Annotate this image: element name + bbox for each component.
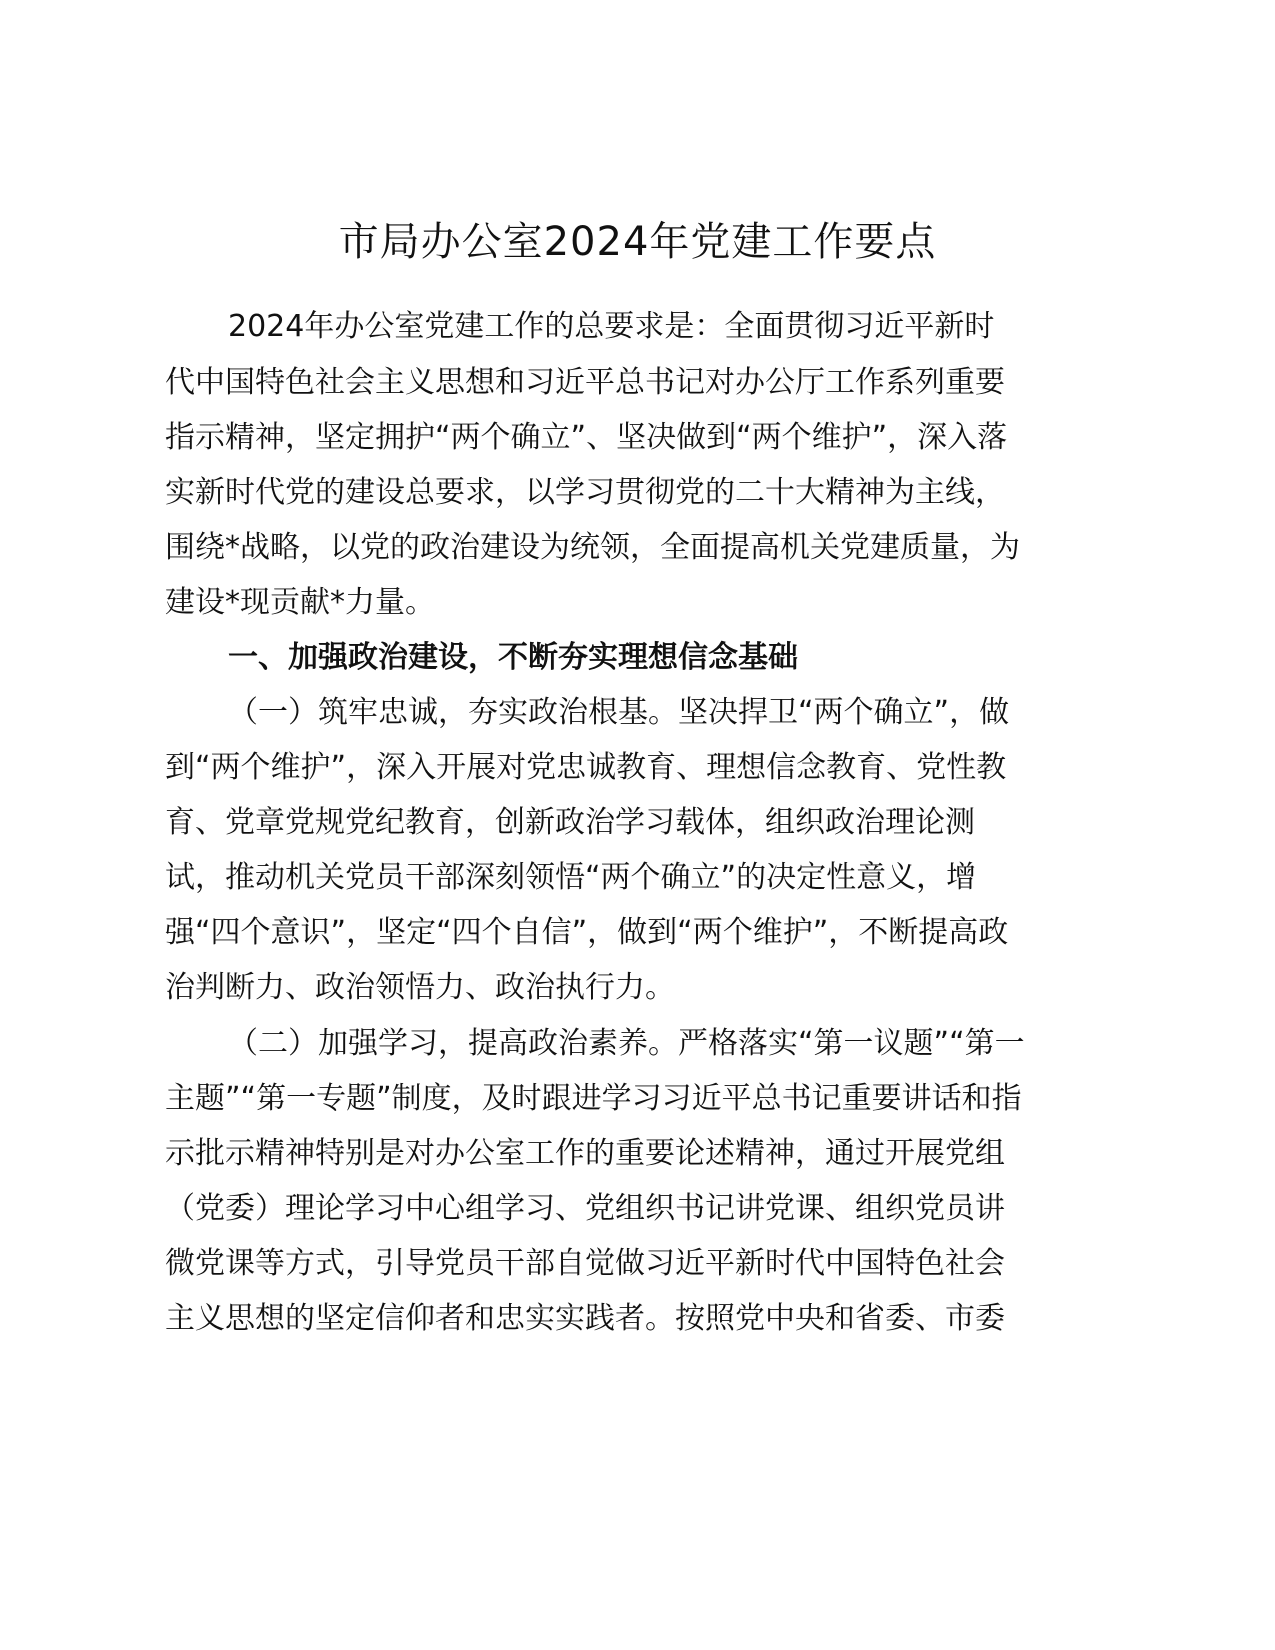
- paragraph-line: 2024年办公室党建工作的总要求是：全面贯彻习近平新时: [228, 309, 995, 344]
- paragraph-line: 实新时代党的建设总要求，以学习贯彻党的二十大精神为主线，: [165, 475, 1005, 510]
- paragraph-line: （党委）理论学习中心组学习、党组织书记讲党课、组织党员讲: [165, 1191, 1005, 1226]
- paragraph-line: 代中国特色社会主义思想和习近平总书记对办公厅工作系列重要: [165, 365, 1005, 400]
- paragraph-line: 示批示精神特别是对办公室工作的重要论述精神，通过开展党组: [165, 1136, 1005, 1171]
- section-heading: 一、加强政治建设，不断夯实理想信念基础: [228, 640, 798, 675]
- document-title: 市局办公室2024年党建工作要点: [338, 219, 937, 265]
- paragraph-line: 育、党章党规党纪教育，创新政治学习载体，组织政治理论测: [165, 805, 975, 840]
- paragraph-line: 建设*现贡献*力量。: [165, 585, 435, 620]
- paragraph-line: 微党课等方式，引导党员干部自觉做习近平新时代中国特色社会: [165, 1246, 1005, 1281]
- paragraph-line: 主义思想的坚定信仰者和忠实实践者。按照党中央和省委、市委: [165, 1301, 1005, 1336]
- paragraph-line: （二）加强学习，提高政治素养。严格落实“第一议题”“第一: [228, 1026, 1025, 1061]
- paragraph-line: 指示精神，坚定拥护“两个确立”、坚决做到“两个维护”，深入落: [165, 420, 1008, 455]
- paragraph-line: 主题”“第一专题”制度，及时跟进学习习近平总书记重要讲话和指: [165, 1081, 1022, 1116]
- paragraph-line: 试，推动机关党员干部深刻领悟“两个确立”的决定性意义，增: [165, 860, 977, 895]
- paragraph-line: 围绕*战略，以党的政治建设为统领，全面提高机关党建质量，为: [165, 530, 1020, 565]
- paragraph-line: 治判断力、政治领悟力、政治执行力。: [165, 970, 675, 1005]
- paragraph-line: （一）筑牢忠诚，夯实政治根基。坚决捍卫“两个确立”，做: [228, 695, 1010, 730]
- paragraph-line: 强“四个意识”，坚定“四个自信”，做到“两个维护”，不断提高政: [165, 915, 1009, 950]
- paragraph-line: 到“两个维护”，深入开展对党忠诚教育、理想信念教育、党性教: [165, 750, 1007, 785]
